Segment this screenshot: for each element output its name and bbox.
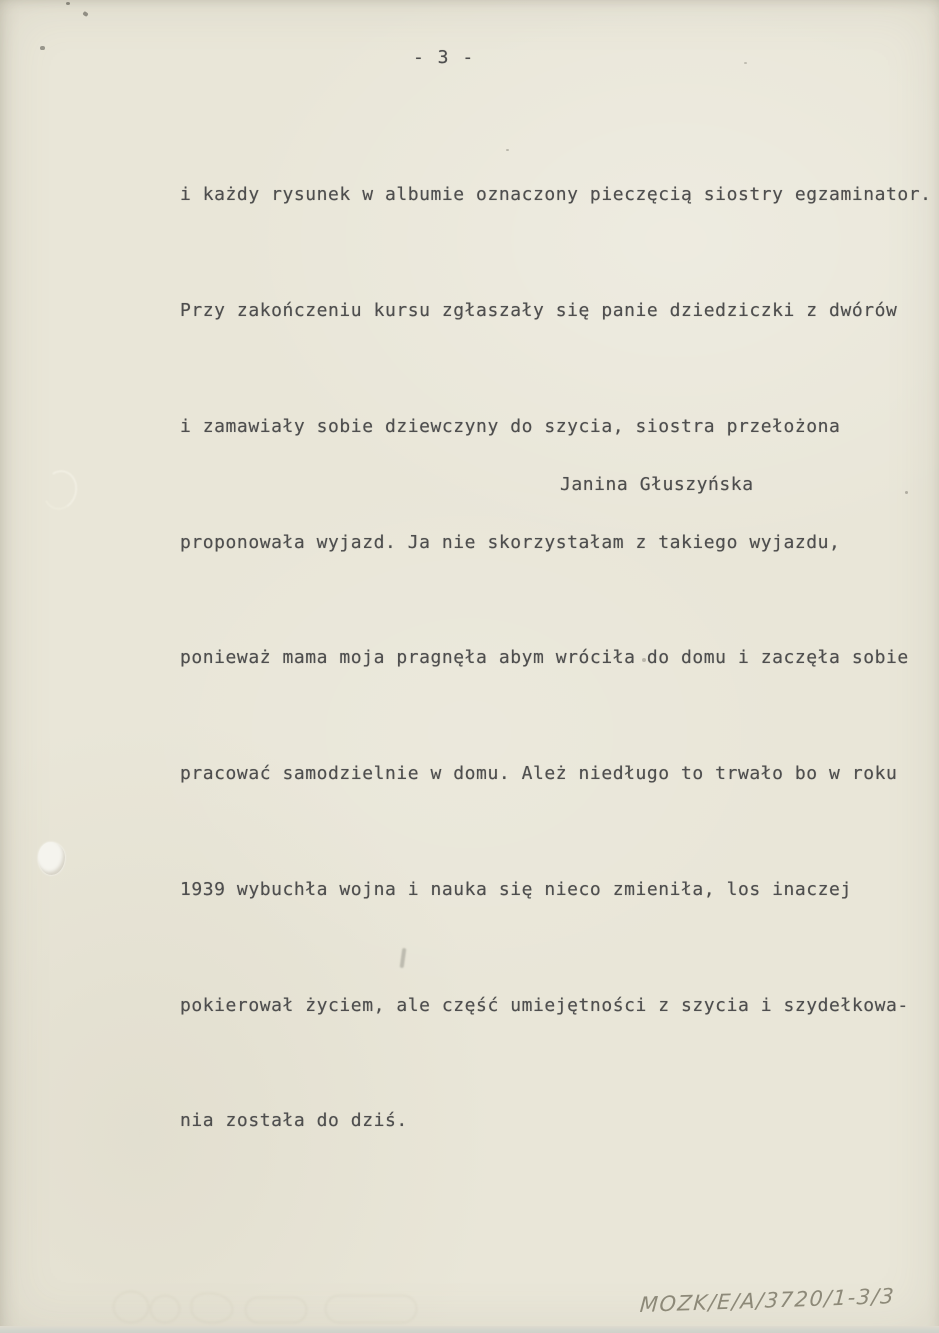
paragraph-line: nia została do dziś. — [180, 1110, 408, 1132]
paragraph-line: i każdy rysunek w albumie oznaczony pieczęcią siostry egzaminator. — [180, 184, 932, 206]
typewritten-paragraph — [180, 99, 939, 1218]
dust-speck — [905, 491, 908, 494]
archive-reference-handwritten: MOZK/E/A/3720/1-3/3 — [639, 1284, 896, 1317]
faint-ring-mark — [39, 466, 82, 513]
scan-bottom-edge — [0, 1326, 939, 1333]
dust-speck — [66, 2, 70, 5]
paragraph-line: Przy zakończeniu kursu zgłaszały się panie dziedziczki z dwórów — [180, 299, 898, 321]
page-number: - 3 - — [413, 47, 475, 68]
paragraph-line: proponowała wyjazd. Ja nie skorzystałam z takiego wyjazdu, — [180, 531, 841, 553]
paragraph-line: pokierował życiem, ale część umiejętności z szycia i szydełkowa- — [180, 994, 909, 1016]
paper-hole-artifact — [38, 842, 65, 875]
paragraph-line: pracować samodzielnie w domu. Ależ niedługo to trwało bo w roku — [180, 763, 898, 785]
faint-embossed-marks — [95, 1283, 515, 1328]
author-signature: Janina Głuszyńska — [560, 474, 754, 495]
dust-speck — [642, 658, 646, 662]
dust-speck — [744, 62, 747, 64]
dust-speck — [40, 46, 45, 50]
paragraph-line: 1939 wybuchła wojna i nauka się nieco zmieniła, los inaczej — [180, 878, 852, 900]
dust-speck — [506, 149, 509, 151]
dust-speck — [82, 11, 88, 17]
paragraph-line: ponieważ mama moja pragnęła abym wróciła do domu i zaczęła sobie — [180, 647, 909, 669]
paragraph-line: i zamawiały sobie dziewczyny do szycia, siostra przełożona — [180, 415, 841, 437]
